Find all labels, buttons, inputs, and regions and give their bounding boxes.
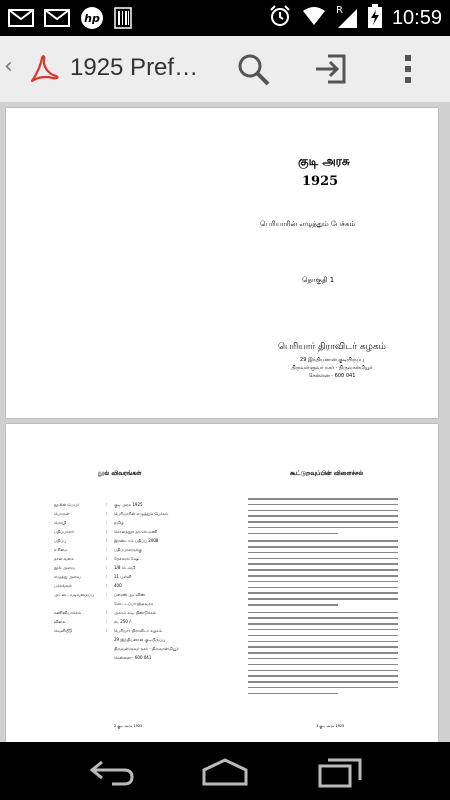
- book-details-row: [54, 628, 224, 637]
- document-title: 1925 Pref…: [70, 54, 199, 81]
- text-line: [248, 515, 398, 517]
- detail-value: ப்ரைஸ் அட்விஸ்: [114, 592, 145, 597]
- detail-key: கணினியாக்கம்: [54, 610, 82, 615]
- book-details-row: [54, 556, 224, 565]
- gmail-icon: [44, 8, 70, 32]
- barcode-icon: [114, 7, 132, 33]
- detail-key: நூலின் பெயர்: [54, 502, 80, 507]
- detail-separator: :: [106, 574, 108, 579]
- volume-label: தொகுதி 1: [302, 276, 335, 284]
- detail-value: குடி அரசு 1925: [114, 502, 143, 507]
- detail-value: ரூ. 250 /-: [114, 619, 132, 624]
- text-line: [248, 635, 398, 637]
- book-details-row: [54, 511, 224, 520]
- text-line: [248, 546, 398, 548]
- publisher-name: பெரியார் திராவிடர் கழகம்: [278, 342, 386, 352]
- action-bar: [0, 36, 450, 103]
- text-line: [248, 569, 398, 571]
- detail-separator: :: [106, 619, 108, 624]
- book-year: 1925: [302, 174, 339, 189]
- address-line: 29 இந்தியனான குடியிருப்பு: [300, 357, 364, 363]
- detail-value: 11 புள்ளி: [114, 574, 132, 579]
- text-line: [248, 675, 398, 677]
- text-line: [248, 641, 398, 643]
- detail-value: பெரியார் திராவிடர் கழகம்: [114, 628, 162, 633]
- detail-separator: :: [106, 502, 108, 507]
- text-line: [248, 652, 398, 654]
- detail-value: அகரம் கடி, திண்டுக்கல்: [114, 610, 157, 615]
- search-icon[interactable]: [236, 52, 272, 92]
- detail-key: பொருள்: [54, 511, 70, 516]
- text-line: [248, 687, 398, 689]
- text-line: [248, 587, 398, 589]
- svg-text:hp: hp: [84, 12, 100, 25]
- status-bar: [0, 0, 450, 36]
- detail-key: பதிப்பாளர்: [54, 529, 74, 534]
- preface-text-block: [248, 498, 398, 699]
- export-icon[interactable]: [314, 52, 348, 90]
- address-line: சென்னை - 600 041: [308, 373, 356, 379]
- book-title: குடி அரசு: [298, 154, 350, 168]
- adobe-acrobat-icon[interactable]: [26, 52, 60, 90]
- text-line: [248, 617, 398, 619]
- detail-value: நேச்சுரல் ஷேட்: [114, 556, 142, 561]
- text-line: [248, 540, 398, 542]
- preface-heading: கூட்டுறவுப்பின் விளைச்சல்: [290, 470, 364, 477]
- detail-separator: :: [106, 565, 108, 570]
- book-details-row: [54, 637, 224, 646]
- text-line: [248, 670, 398, 672]
- text-line: [248, 681, 398, 683]
- text-line: [248, 646, 398, 648]
- book-details-row: [54, 547, 224, 556]
- text-line: [248, 623, 398, 625]
- book-subtitle: பெரியாரின் எழுத்தும் பேச்சும்: [260, 220, 356, 228]
- detail-value: 400: [114, 583, 122, 588]
- text-line: [248, 598, 398, 600]
- text-line: [248, 664, 398, 666]
- detail-separator: :: [106, 538, 108, 543]
- text-line: [248, 581, 398, 583]
- text-line: [248, 592, 398, 594]
- text-line: [248, 604, 338, 606]
- book-details-row: [54, 502, 224, 511]
- hp-icon: [80, 6, 104, 34]
- back-nav-icon[interactable]: [88, 758, 136, 790]
- text-line: [248, 498, 398, 500]
- book-details-row: [54, 520, 224, 529]
- detail-key: அட்டை வடிவமைப்பு: [54, 592, 94, 597]
- text-line: [248, 658, 398, 660]
- overflow-menu-icon[interactable]: [402, 52, 414, 90]
- detail-key: பதிப்பு: [54, 538, 67, 543]
- text-line: [248, 629, 398, 631]
- detail-value: 1/8 டெம்மி: [114, 565, 136, 570]
- detail-separator: :: [106, 529, 108, 534]
- page-footer-right: 3 குடி அரசு 1925: [316, 724, 345, 728]
- detail-separator: :: [106, 547, 108, 552]
- book-details-row: [54, 655, 224, 664]
- battery-charging-icon: [368, 4, 382, 32]
- text-line: [248, 521, 398, 523]
- text-line: [248, 504, 398, 506]
- recent-apps-icon[interactable]: [318, 758, 362, 792]
- alarm-icon: [268, 4, 292, 32]
- gmail-icon: [8, 8, 34, 32]
- detail-key: விலை: [54, 619, 66, 624]
- detail-value: தமிழ்: [114, 520, 124, 525]
- roaming-indicator: R: [335, 5, 343, 16]
- detail-separator: :: [106, 583, 108, 588]
- clock: 10:59: [391, 6, 442, 29]
- detail-key: பக்கங்கள்: [54, 583, 72, 588]
- address-line: திருவள்ளுவர் நகர் - திருவான்மியூர்: [291, 365, 373, 371]
- book-details-row: [54, 646, 224, 655]
- text-line: [248, 510, 398, 512]
- pdf-page-1[interactable]: [6, 108, 438, 418]
- navigation-bar: [0, 742, 450, 800]
- book-details-row: [54, 619, 224, 628]
- book-details-row: [54, 529, 224, 538]
- publisher-address: [282, 356, 382, 380]
- detail-value: பதிப்பாளருக்கு: [114, 547, 142, 552]
- text-line: [248, 575, 398, 577]
- detail-key: உரிமை: [54, 547, 68, 552]
- detail-key: நூல் அளவு: [54, 565, 75, 570]
- detail-separator: :: [106, 592, 108, 597]
- book-details-row: [54, 574, 224, 583]
- page-footer-left: 2 குடி அரசு 1925: [114, 724, 143, 728]
- detail-separator: :: [106, 520, 108, 525]
- detail-value: 29 இந்தியனான குடியிருப்பு: [114, 637, 166, 642]
- book-details-table: [54, 502, 224, 664]
- book-details-row: [54, 565, 224, 574]
- text-line: [248, 533, 338, 535]
- detail-separator: :: [106, 511, 108, 516]
- text-line: [248, 563, 398, 565]
- detail-value: கொளத்தூர் தா.செ.மணி: [114, 529, 158, 534]
- text-line: [248, 552, 398, 554]
- home-nav-icon[interactable]: [200, 758, 250, 790]
- signal-icon: [336, 7, 358, 29]
- detail-key: எழுத்து அளவு: [54, 574, 81, 579]
- book-details-row: [54, 610, 224, 619]
- detail-value: சென்னை - 600 041: [114, 655, 152, 660]
- book-details-row: [54, 601, 224, 610]
- detail-separator: :: [106, 556, 108, 561]
- book-details-row: [54, 592, 224, 601]
- text-line: [248, 693, 338, 695]
- pdf-page-2[interactable]: [6, 424, 438, 742]
- detail-separator: :: [106, 610, 108, 615]
- detail-separator: :: [106, 628, 108, 633]
- pdf-viewer[interactable]: [0, 102, 450, 742]
- text-line: [248, 612, 398, 614]
- detail-key: மொழி: [54, 520, 67, 525]
- detail-value: இரண்டாம் பதிப்பு 2008: [114, 538, 159, 543]
- wifi-icon: [302, 5, 326, 31]
- book-details-row: [54, 538, 224, 547]
- text-line: [248, 527, 398, 529]
- book-details-heading: நூல் விவரங்கள்: [98, 470, 142, 477]
- detail-value: திருவள்ளுவர் நகர் - திருவான்மியூர்: [114, 646, 179, 651]
- book-details-row: [54, 583, 224, 592]
- text-line: [248, 558, 398, 560]
- detail-value: பெரியாரின் எழுத்தும் பேச்சும்: [114, 511, 169, 516]
- detail-key: வெளியீடு: [54, 628, 73, 633]
- up-caret-icon[interactable]: ‹: [4, 54, 13, 79]
- detail-key: தாள் வகை: [54, 556, 74, 561]
- detail-value: கோட்டப்பா இளவரசு: [114, 601, 154, 606]
